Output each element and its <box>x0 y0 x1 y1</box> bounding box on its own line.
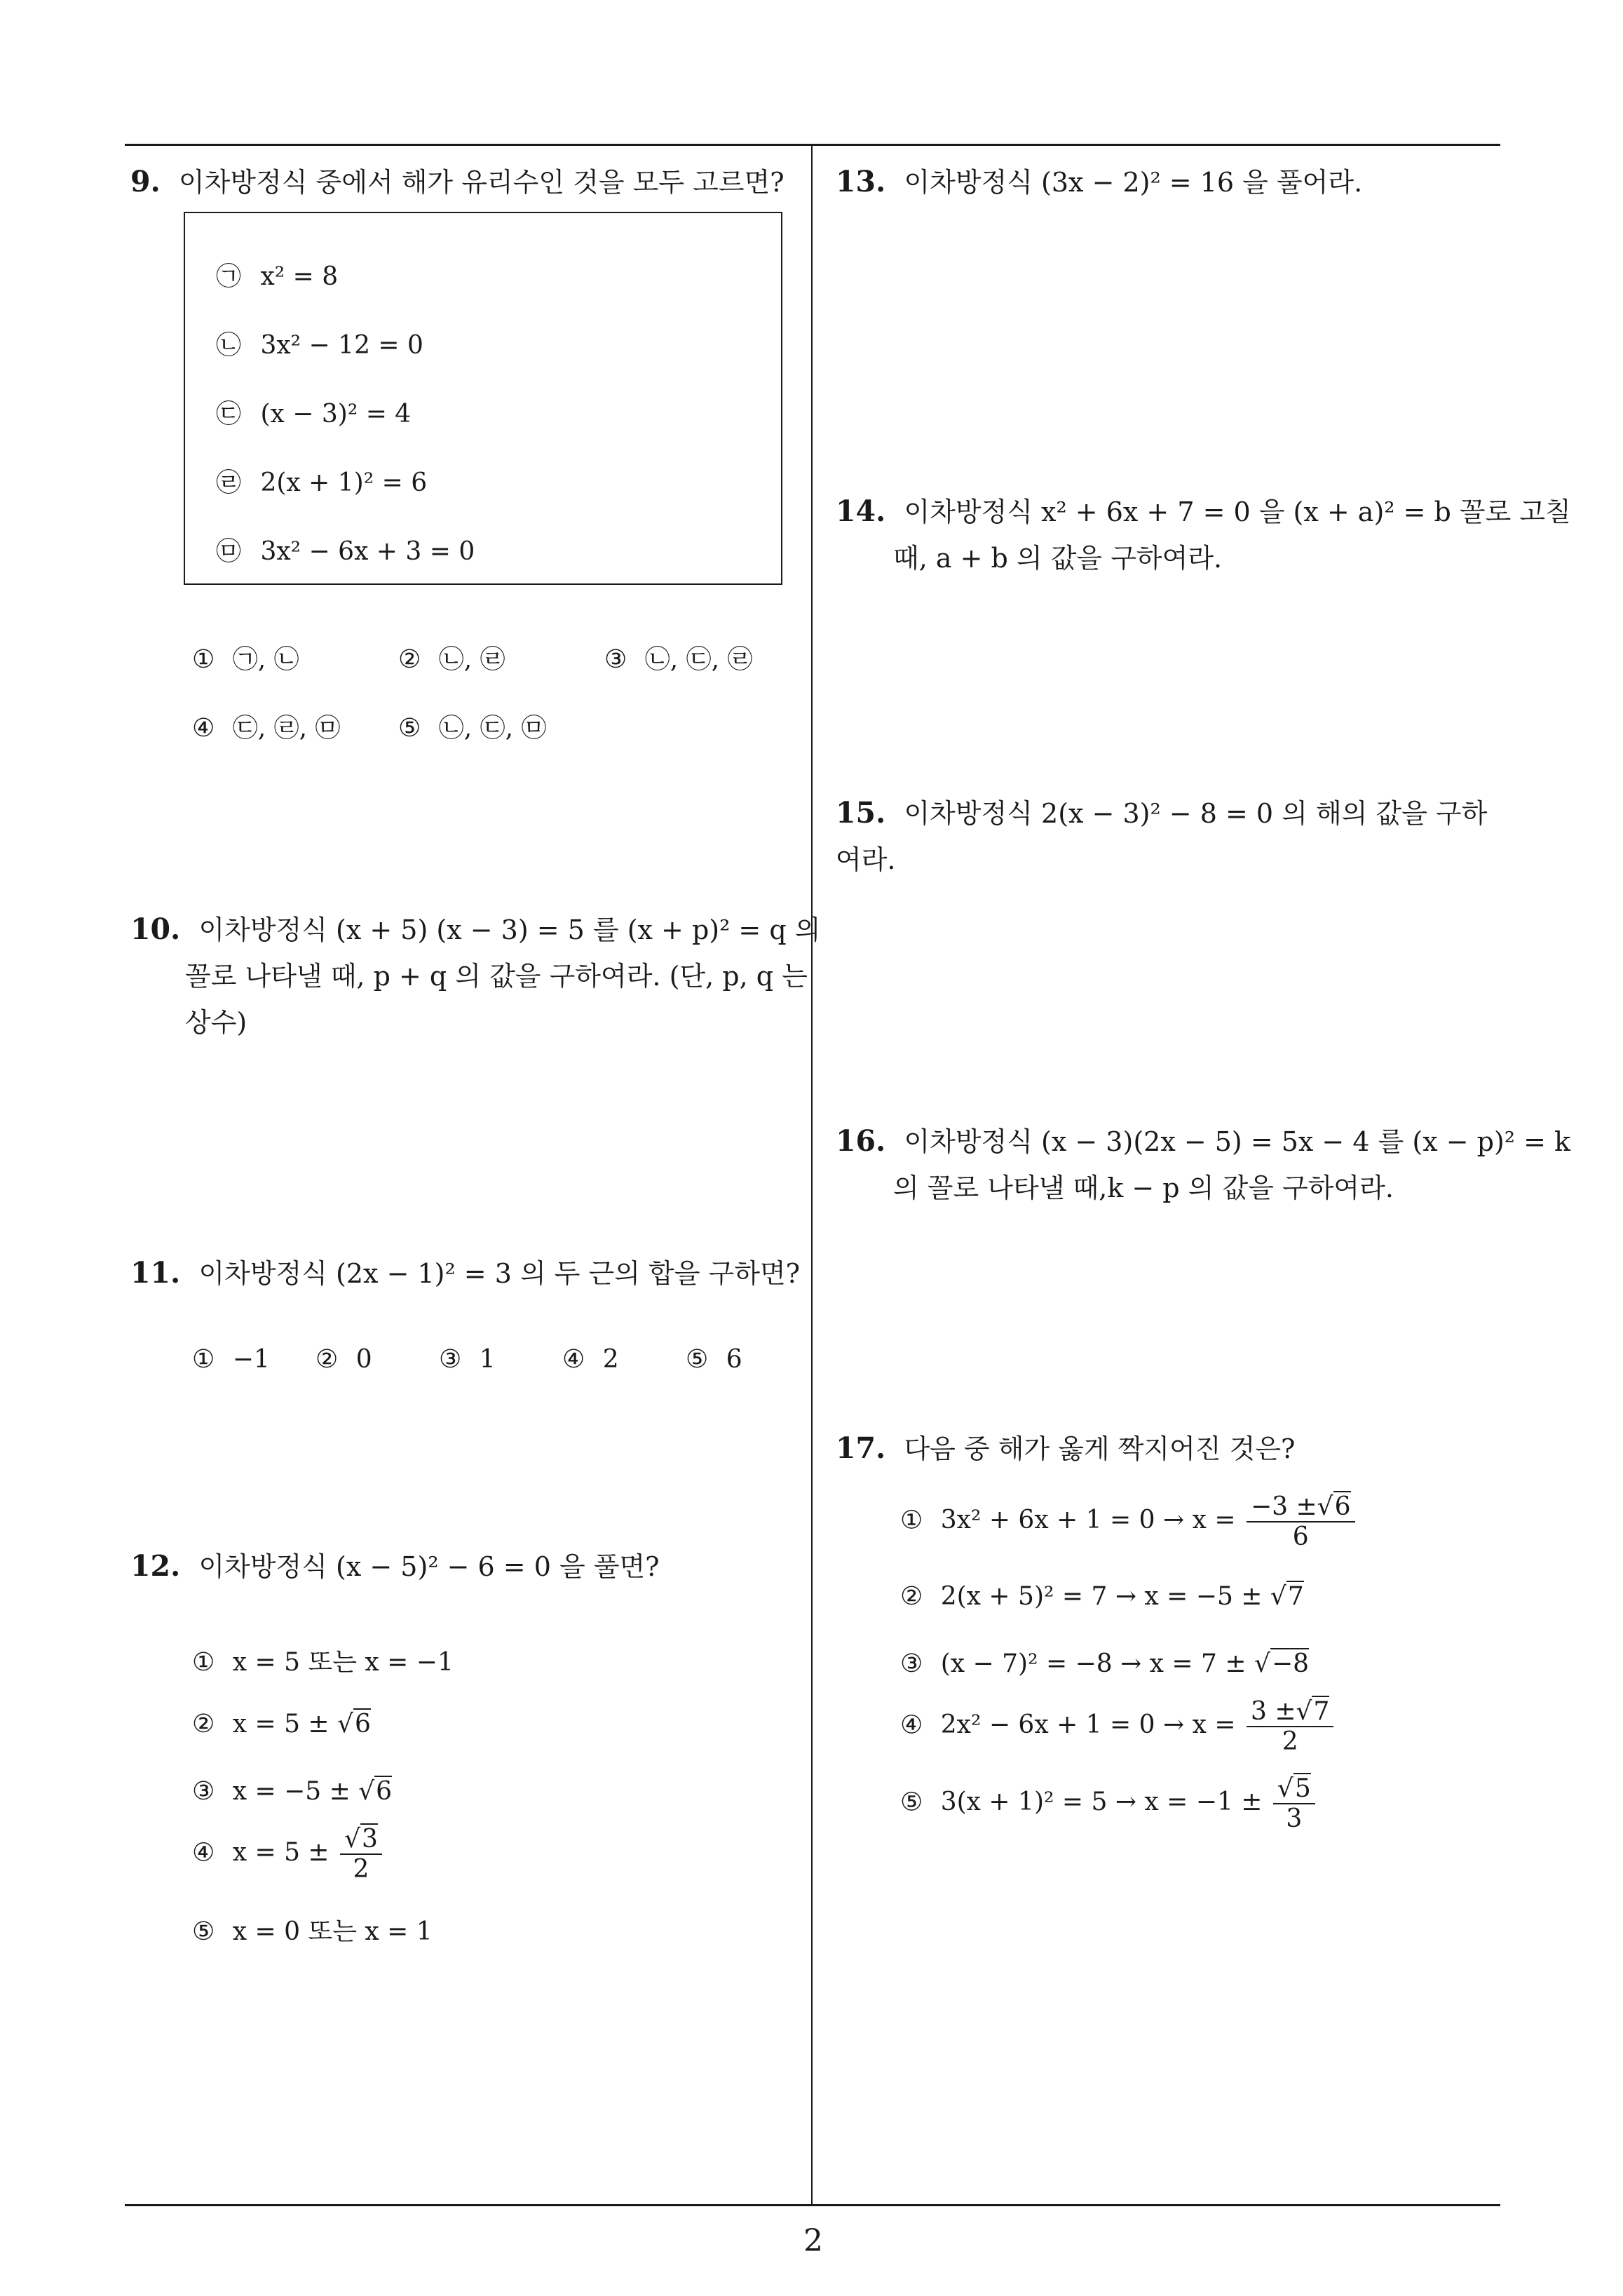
fraction <box>1247 1697 1333 1757</box>
choice-mark: ⑤ <box>398 714 421 743</box>
top-rule <box>125 144 1500 146</box>
radicand: 5 <box>1294 1774 1311 1803</box>
question-17 <box>836 1425 1502 1472</box>
box-item-2 <box>216 325 423 361</box>
question-14 <box>836 488 1571 581</box>
question-number: 9. <box>130 165 161 198</box>
choice-mark: ④ <box>192 1838 215 1868</box>
choice-mark: ④ <box>562 1345 585 1374</box>
item-mark: ㉣ <box>216 468 242 497</box>
choice-text: ㉡, ㉣ <box>438 645 505 674</box>
item-mark: ㉠ <box>216 262 242 291</box>
condition-box <box>184 212 782 585</box>
question-text-line-2: 의 꼴로 나타낼 때,k − p 의 값을 구하여라. <box>893 1173 1394 1203</box>
sqrt-sign-icon: √ <box>1270 1582 1286 1611</box>
question-text: 다음 중 해가 옳게 짝지어진 것은? <box>904 1433 1296 1464</box>
question-number: 12. <box>130 1549 181 1583</box>
choice-2[interactable] <box>398 640 505 675</box>
item-expr: x² = 8 <box>260 262 339 291</box>
box-item-1 <box>216 257 338 292</box>
fraction-numerator <box>1247 1492 1355 1522</box>
choice-text: −1 <box>232 1345 270 1374</box>
choice-text: x = 5 ± <box>232 1838 330 1868</box>
box-item-4 <box>216 463 427 499</box>
sqrt-sign-icon: √ <box>337 1710 354 1738</box>
choice-mark: ③ <box>192 1777 215 1806</box>
choice-3[interactable] <box>439 1345 496 1374</box>
item-mark: ㉤ <box>216 537 242 566</box>
radicand: 6 <box>376 1777 393 1806</box>
question-number: 14. <box>836 494 886 528</box>
question-12 <box>130 1543 803 1590</box>
sqrt-sign-icon: √ <box>1296 1697 1312 1726</box>
choice-mark: ② <box>900 1582 923 1611</box>
choice-mark: ③ <box>439 1345 462 1374</box>
choice-2[interactable] <box>900 1582 1304 1611</box>
question-number: 16. <box>836 1124 886 1158</box>
radicand: 7 <box>1287 1582 1304 1611</box>
choice-text: 2x² − 6x + 1 = 0 → x = <box>940 1710 1236 1740</box>
question-10 <box>130 906 821 1046</box>
choice-text: 3(x + 1)² = 5 → x = −1 ± <box>940 1788 1263 1817</box>
choice-text: 2(x + 5)² = 7 → x = −5 ± <box>940 1582 1263 1611</box>
fraction-numerator <box>340 1825 382 1855</box>
fraction-denominator: 2 <box>1282 1727 1298 1757</box>
question-number: 10. <box>130 912 181 946</box>
sqrt-sign-icon: √ <box>358 1777 375 1806</box>
choice-mark: ② <box>192 1710 215 1738</box>
page-number: 2 <box>803 2223 823 2259</box>
choice-mark: ② <box>315 1345 339 1374</box>
question-text: 이차방정식 (2x − 1)² = 3 의 두 근의 합을 구하면? <box>198 1258 801 1289</box>
box-item-5 <box>216 532 475 567</box>
choice-5[interactable] <box>686 1345 742 1374</box>
question-text: 이차방정식 (x − 5)² − 6 = 0 을 풀면? <box>198 1551 660 1582</box>
choice-3[interactable] <box>900 1649 1309 1678</box>
bottom-rule <box>125 2204 1500 2206</box>
question-text-line-2: 꼴로 나타낼 때, p + q 의 값을 구하여라. (단, p, q 는 <box>185 961 808 992</box>
numerator-text: 3 ± <box>1250 1697 1296 1726</box>
choice-text: ㉠, ㉡ <box>232 645 299 674</box>
question-text-line-2: 때, a + b 의 값을 구하여라. <box>893 543 1223 574</box>
choice-text: ㉢, ㉣, ㉤ <box>232 714 341 743</box>
fraction-numerator <box>1273 1774 1315 1804</box>
sqrt-sign-icon: √ <box>1277 1774 1293 1803</box>
sqrt-sign-icon: √ <box>1254 1649 1270 1678</box>
choice-mark: ④ <box>900 1710 923 1740</box>
radicand: 7 <box>1313 1697 1330 1726</box>
question-text-line-3: 상수) <box>185 1007 247 1038</box>
question-number: 15. <box>836 796 886 830</box>
choice-5[interactable] <box>192 1912 433 1947</box>
choice-text: x = 5 또는 x = −1 <box>232 1648 454 1677</box>
question-text: 이차방정식 (3x − 2)² = 16 을 풀어라. <box>904 167 1363 198</box>
fraction-denominator: 6 <box>1292 1522 1309 1552</box>
choice-5[interactable] <box>398 708 547 744</box>
choice-1[interactable] <box>900 1492 1358 1552</box>
question-text-line-1: 이차방정식 (x − 3)(2x − 5) = 5x − 4 를 (x − p)² = k <box>904 1126 1571 1157</box>
choice-mark: ② <box>398 645 421 674</box>
question-9 <box>130 158 803 205</box>
choice-2[interactable] <box>315 1345 372 1374</box>
question-number: 13. <box>836 165 886 198</box>
radicand: 6 <box>1334 1492 1351 1521</box>
numerator-text: −3 ± <box>1250 1492 1317 1521</box>
choice-mark: ④ <box>192 714 215 743</box>
choice-mark: ⑤ <box>192 1917 215 1946</box>
choice-mark: ① <box>192 1648 215 1677</box>
item-expr: 3x² − 6x + 3 = 0 <box>260 537 475 566</box>
fraction-numerator <box>1247 1697 1333 1727</box>
choice-3[interactable] <box>192 1777 392 1806</box>
fraction <box>340 1825 382 1884</box>
question-13 <box>836 158 1502 205</box>
question-text-line-1: 이차방정식 (x + 5) (x − 3) = 5 를 (x + p)² = q 의 <box>198 914 821 945</box>
question-16 <box>836 1118 1571 1211</box>
choice-1[interactable] <box>192 1345 270 1374</box>
choice-text: 6 <box>726 1345 742 1374</box>
choice-mark: ⑤ <box>900 1788 923 1817</box>
choice-mark: ① <box>900 1506 923 1535</box>
item-mark: ㉡ <box>216 331 242 360</box>
fraction <box>1247 1492 1355 1552</box>
question-15 <box>836 790 1502 883</box>
fraction <box>1273 1774 1315 1834</box>
question-text: 이차방정식 중에서 해가 유리수인 것을 모두 고르면? <box>178 167 785 198</box>
choice-4[interactable] <box>900 1697 1336 1757</box>
choice-text: ㉡, ㉢, ㉤ <box>438 714 547 743</box>
item-expr: (x − 3)² = 4 <box>260 400 412 428</box>
fraction-denominator: 2 <box>353 1855 369 1884</box>
sqrt-sign-icon: √ <box>344 1825 361 1853</box>
fraction-denominator: 3 <box>1286 1804 1303 1834</box>
choice-2[interactable] <box>192 1710 371 1738</box>
box-item-3 <box>216 394 411 430</box>
choice-mark: ① <box>192 645 215 674</box>
choice-text: x = −5 ± <box>232 1777 351 1806</box>
choice-text: (x − 7)² = −8 → x = 7 ± <box>940 1649 1247 1678</box>
choice-1[interactable] <box>192 1642 454 1678</box>
question-number: 17. <box>836 1431 886 1465</box>
choice-text: ㉡, ㉢, ㉣ <box>644 645 753 674</box>
choice-3[interactable] <box>604 640 753 675</box>
choice-4[interactable] <box>562 1345 619 1374</box>
question-number: 11. <box>130 1256 181 1290</box>
choice-4[interactable] <box>192 708 341 744</box>
radicand: −8 <box>1271 1649 1310 1678</box>
question-11 <box>130 1250 803 1297</box>
item-mark: ㉢ <box>216 400 242 428</box>
choice-mark: ① <box>192 1345 215 1374</box>
choice-text: 3x² + 6x + 1 = 0 → x = <box>940 1506 1236 1535</box>
choice-text: 1 <box>479 1345 496 1374</box>
choice-mark: ③ <box>900 1649 923 1678</box>
choice-mark: ③ <box>604 645 627 674</box>
radicand: 6 <box>355 1710 371 1738</box>
question-text-line-1: 이차방정식 x² + 6x + 7 = 0 을 (x + a)² = b 꼴로 고칠 <box>904 497 1571 527</box>
item-expr: 3x² − 12 = 0 <box>260 331 423 360</box>
column-divider <box>811 144 813 2206</box>
question-text: 이차방정식 2(x − 3)² − 8 = 0 의 해의 값을 구하여라. <box>836 798 1488 875</box>
item-expr: 2(x + 1)² = 6 <box>260 468 428 497</box>
choice-5[interactable] <box>900 1774 1318 1834</box>
choice-mark: ⑤ <box>686 1345 709 1374</box>
choice-text: x = 5 ± <box>232 1710 330 1738</box>
choice-text: x = 0 또는 x = 1 <box>232 1917 433 1946</box>
choice-4[interactable] <box>192 1825 385 1884</box>
sqrt-sign-icon: √ <box>1317 1492 1333 1521</box>
choice-text: 2 <box>602 1345 619 1374</box>
choice-text: 0 <box>355 1345 372 1374</box>
radicand: 3 <box>362 1825 378 1853</box>
choice-1[interactable] <box>192 640 299 675</box>
